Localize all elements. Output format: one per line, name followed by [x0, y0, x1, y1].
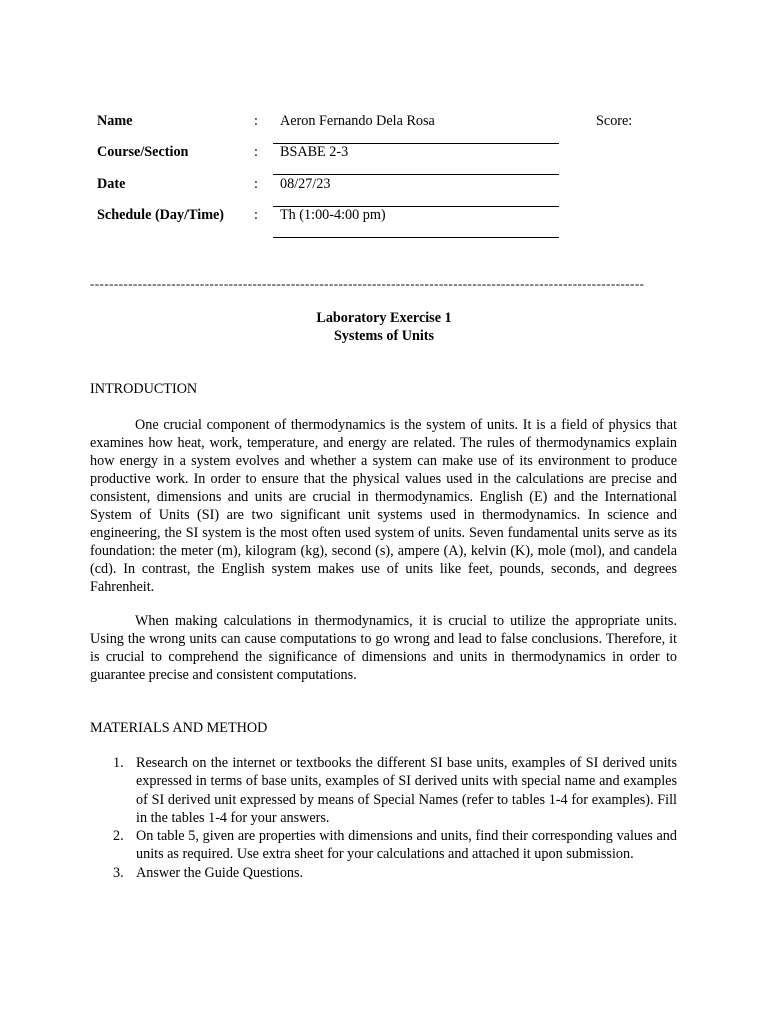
materials-heading: MATERIALS AND METHOD [90, 720, 268, 736]
list-item-text: Research on the internet or textbooks the different SI base units, examples of SI derived units expressed in terms of base units, examples of SI derived units with special name and examples of SI derived unit expressed by means of Special Names (refer to tables 1-4 for examples). Fill in the tables 1-4 for your answers. [136, 755, 677, 826]
name-colon: : [254, 113, 258, 129]
intro-paragraph-2-text: When making calculations in thermodynamics, it is crucial to utilize the appropriate units. Using the wrong units can cause computations to go wrong and lead to false conclusions. Therefore, it is crucial to comprehend the significance of dimensions and units in thermodynamics in order to guarantee precise and consistent computations. [90, 613, 677, 683]
name-value: Aeron Fernando Dela Rosa [280, 113, 435, 129]
exercise-title: Laboratory Exercise 1 [316, 310, 452, 326]
list-item [90, 754, 677, 827]
intro-paragraph-1-text: One crucial component of thermodynamics is the system of units. It is a field of physics that examines how heat, work, temperature, and energy are related. The rules of thermodynamics explain how energy in a system evolves and whether a system can make use of its environment to produce productive work. In order to ensure that the physical values used in the calculations are precise and consistent, dimensions and units are crucial in thermodynamics. English (E) and the International System of Units (SI) are two significant unit systems used in thermodynamics. In science and engineering, the SI system is the most often used system of units. Seven fundamental units serve as its foundation: the meter (m), kilogram (kg), second (s), ampere (A), kelvin (K), mole (mol), and candela (cd). In contrast, the English system makes use of units like feet, pounds, seconds, and degrees Fahrenheit. [90, 417, 677, 595]
date-label: Date [97, 176, 126, 192]
separator-line: -------------------------------------------------------------------------------------------------------------------- [90, 276, 645, 291]
course-colon: : [254, 144, 258, 160]
score-label: Score: [596, 113, 633, 129]
schedule-row [97, 207, 657, 227]
list-item-number: 2. [113, 828, 124, 845]
course-label: Course/Section [97, 144, 189, 160]
schedule-colon: : [254, 207, 258, 223]
list-item [90, 864, 677, 882]
list-item-number: 3. [113, 864, 124, 881]
date-colon: : [254, 176, 258, 192]
introduction-heading: INTRODUCTION [90, 381, 198, 397]
schedule-label: Schedule (Day/Time) [97, 207, 225, 223]
exercise-subtitle: Systems of Units [333, 328, 435, 344]
list-item [90, 827, 677, 864]
course-row [97, 144, 657, 164]
list-item-number: 1. [113, 755, 124, 771]
name-row [97, 113, 657, 133]
schedule-value: Th (1:00-4:00 pm) [280, 207, 386, 223]
intro-paragraph-2 [90, 612, 677, 684]
name-label: Name [97, 113, 133, 129]
intro-paragraph-1 [90, 416, 677, 596]
course-underline [273, 174, 559, 175]
schedule-underline [273, 237, 559, 238]
list-item-text: Answer the Guide Questions. [136, 864, 304, 881]
course-value: BSABE 2-3 [280, 144, 349, 160]
method-list [90, 754, 677, 882]
date-value: 08/27/23 [280, 176, 331, 192]
list-item-text: On table 5, given are properties with dimensions and units, find their corresponding values and units as required. Use extra sheet for your calculations and attached it upon submission. [136, 828, 677, 863]
date-row [97, 176, 657, 196]
